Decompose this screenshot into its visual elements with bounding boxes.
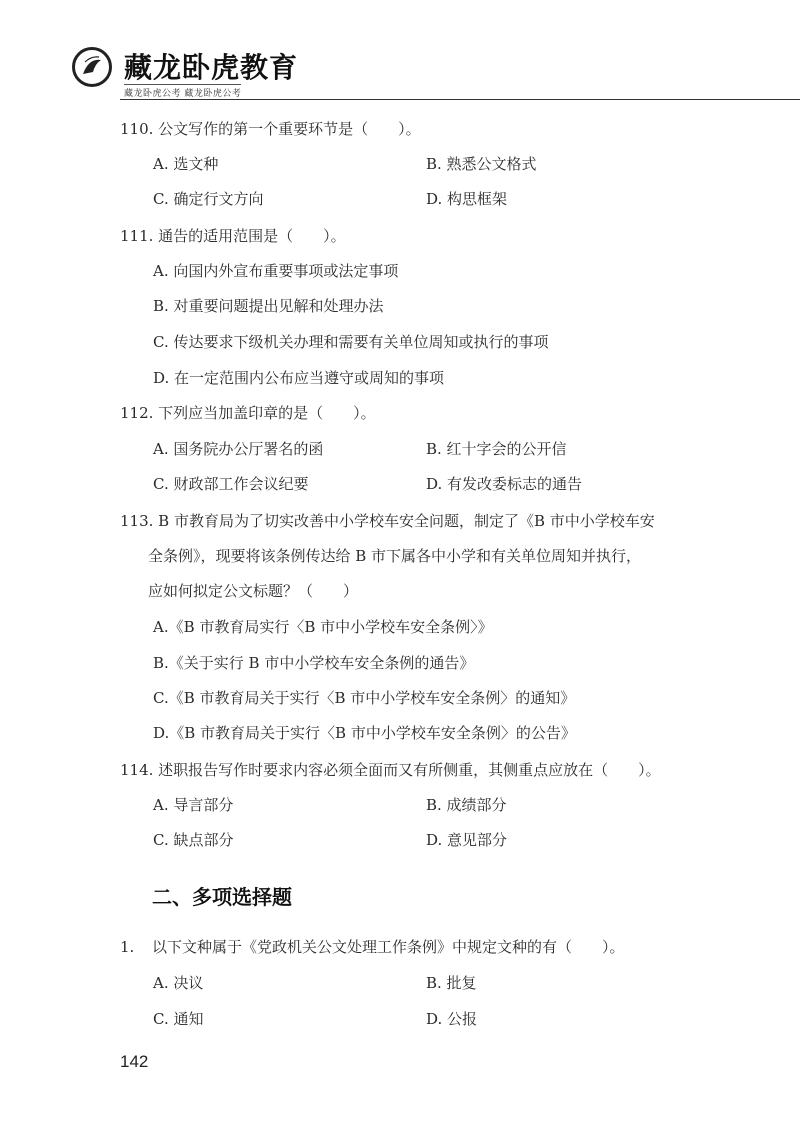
option-113-b: B.《关于实行 B 市中小学校车安全条例的通告》 xyxy=(153,654,475,672)
option-113-c: C.《B 市教育局关于实行〈B 市中小学校车安全条例〉的通知》 xyxy=(153,689,576,707)
option-111-b: B. 对重要问题提出见解和处理办法 xyxy=(153,297,384,315)
option-111-d: D. 在一定范围内公布应当遵守或周知的事项 xyxy=(153,369,445,387)
option-114-c: C. 缺点部分 xyxy=(153,831,234,849)
option-111-c: C. 传达要求下级机关办理和需要有关单位周知或执行的事项 xyxy=(153,333,549,351)
option-110-c: C. 确定行文方向 xyxy=(153,190,264,208)
question-110: 110. 公文写作的第一个重要环节是（ ）。 xyxy=(120,120,421,138)
option-113-a: A.《B 市教育局实行〈B 市中小学校车安全条例〉》 xyxy=(153,618,493,636)
option-111-a: A. 向国内外宣布重要事项或法定事项 xyxy=(153,262,399,280)
option-110-b: B. 熟悉公文格式 xyxy=(426,155,537,173)
header-divider xyxy=(120,99,800,100)
question-113-line-3: 应如何拟定公文标题？（ ） xyxy=(148,582,359,600)
brand-name: 藏龙卧虎教育 xyxy=(124,51,299,84)
option-112-b: B. 红十字会的公开信 xyxy=(426,440,567,458)
multi-option-d: D. 公报 xyxy=(426,1010,478,1028)
option-112-d: D. 有发改委标志的通告 xyxy=(426,475,583,493)
question-114: 114. 述职报告写作时要求内容必须全面而又有所侧重，其侧重点应放在（ ）。 xyxy=(120,761,661,779)
option-112-a: A. 国务院办公厅署名的函 xyxy=(153,440,324,458)
option-110-d: D. 构思框架 xyxy=(426,190,508,208)
section-title: 二、多项选择题 xyxy=(152,885,292,909)
page-header xyxy=(0,0,800,105)
question-113-line-2: 全条例》，现要将该条例传达给 B 市下属各中小学和有关单位周知并执行， xyxy=(148,547,642,565)
question-112: 112. 下列应当加盖印章的是（ ）。 xyxy=(120,404,376,422)
multi-option-a: A. 决议 xyxy=(153,974,204,992)
option-112-c: C. 财政部工作会议纪要 xyxy=(153,475,309,493)
page-number: 142 xyxy=(120,1052,149,1071)
brand-slogan: 藏龙卧虎公考 藏龙卧虎公考 xyxy=(124,84,241,99)
multi-question-number: 1. xyxy=(120,938,135,956)
option-110-a: A. 选文种 xyxy=(153,155,219,173)
logo-icon xyxy=(72,47,112,87)
question-113-line-1: 113. B 市教育局为了切实改善中小学校车安全问题，制定了《B 市中小学校车安 xyxy=(120,512,655,530)
question-111: 111. 通告的适用范围是（ ）。 xyxy=(120,227,346,245)
multi-option-b: B. 批复 xyxy=(426,974,477,992)
multi-option-c: C. 通知 xyxy=(153,1010,204,1028)
option-113-d: D.《B 市教育局关于实行〈B 市中小学校车安全条例〉的公告》 xyxy=(153,724,576,742)
multi-question-text: 以下文种属于《党政机关公文处理工作条例》中规定文种的有（ ）。 xyxy=(152,938,625,956)
option-114-d: D. 意见部分 xyxy=(426,831,508,849)
option-114-b: B. 成绩部分 xyxy=(426,796,507,814)
option-114-a: A. 导言部分 xyxy=(153,796,234,814)
